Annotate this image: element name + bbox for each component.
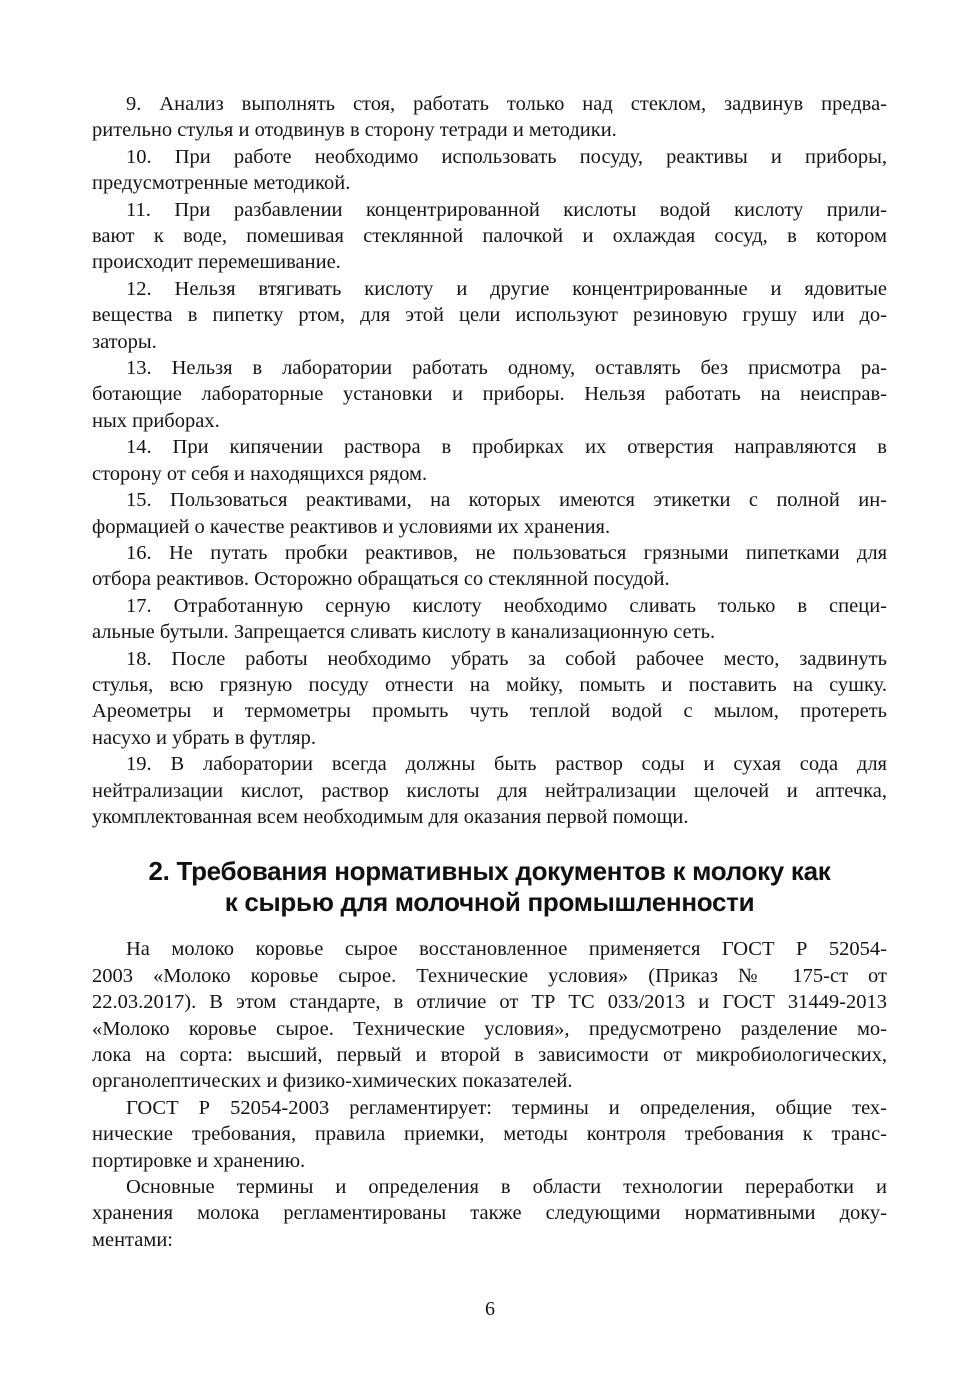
text-line: Ареометры и термометры промыть чуть теплой водой с мылом, протереть [92,700,887,723]
text-line: стулья, всю грязную посуду отнести на мойку, помыть и поставить на сушку. [92,673,887,696]
section-heading-line-2: к сырью для молочной промышленности [224,887,755,918]
text-line: происходит перемешивание. [92,251,341,274]
text-line: 15. Пользоваться реактивами, на которых имеются этикетки с полной ин- [126,489,887,512]
text-line: ментами: [92,1228,173,1251]
paragraph [92,593,887,646]
text-line: ботающие лабораторные установки и приборы. Нельзя работать на неисправ- [92,383,887,406]
text-line: Основные термины и определения в области технологии переработки и [126,1176,887,1199]
safety-rules-section [92,91,887,830]
paragraph [92,197,887,276]
paragraph [92,1095,887,1174]
text-line: органолептических и физико-химических показателей. [92,1070,573,1093]
text-line: 11. При разбавлении концентрированной кислоты водой кислоту прили- [126,198,887,221]
text-line: ных приборах. [92,409,220,432]
text-line: 13. Нельзя в лаборатории работать одному, оставлять без присмотра ра- [126,357,887,380]
paragraph [92,540,887,593]
standards-section [92,936,887,1253]
text-line: портировке и хранению. [92,1149,306,1172]
paragraph [92,936,887,1094]
text-line: насухо и убрать в футляр. [92,726,317,749]
section-heading [92,856,887,918]
text-line: сторону от себя и находящихся рядом. [92,462,428,485]
text-line: заторы. [92,330,157,353]
paragraph [92,276,887,355]
text-line: 19. В лаборатории всегда должны быть раствор соды и сухая сода для [126,753,887,776]
page-number: 6 [485,1298,495,1320]
text-line: рительно стулья и отодвинув в сторону тетради и методики. [92,119,617,142]
text-line: отбора реактивов. Осторожно обращаться со стеклянной посудой. [92,568,670,591]
paragraph [92,751,887,830]
text-line: 17. Отработанную серную кислоту необходимо сливать только в специ- [126,594,887,617]
text-line: 22.03.2017). В этом стандарте, в отличие от ТР ТС 033/2013 и ГОСТ 31449-2013 [92,991,887,1014]
paragraph [92,1174,887,1253]
text-line: ГОСТ Р 52054-2003 регламентирует: термины и определения, общие тех- [126,1096,887,1119]
paragraph [92,434,887,487]
paragraph [92,487,887,540]
text-line: 10. При работе необходимо использовать посуду, реактивы и приборы, [126,145,887,168]
text-line: формацией о качестве реактивов и условиями их хранения. [92,515,611,538]
text-line: вают к воде, помешивая стеклянной палочкой и охлаждая сосуд, в котором [92,225,887,248]
text-line: хранения молока регламентированы также следующими нормативными доку- [92,1202,887,1225]
text-line: предусмотренные методикой. [92,172,351,195]
page-content [92,91,887,1253]
paragraph [92,144,887,197]
text-line: 2003 «Молоко коровье сырое. Технические условия» (Приказ № 175-ст от [92,964,887,987]
text-line: альные бутыли. Запрещается сливать кислоту в канализационную сеть. [92,621,716,644]
paragraph [92,646,887,752]
text-line: «Молоко коровье сырое. Технические условия», предусмотрено разделение мо- [92,1017,887,1040]
text-line: На молоко коровье сырое восстановленное применяется ГОСТ Р 52054- [126,938,887,961]
text-line: 16. Не путать пробки реактивов, не пользоваться грязными пипетками для [126,541,887,564]
text-line: 14. При кипячении раствора в пробирках их отверстия направляются в [126,436,887,459]
text-line: лока на сорта: высший, первый и второй в зависимости от микробиологических, [92,1044,887,1066]
text-line: укомплектованная всем необходимым для оказания первой помощи. [92,805,689,828]
text-line: нические требования, правила приемки, методы контроля требования к транс- [92,1123,887,1146]
text-line: нейтрализации кислот, раствор кислоты для нейтрализации щелочей и аптечка, [92,779,887,802]
section-heading-line-1: 2. Требования нормативных документов к молоку как [148,856,831,887]
text-line: 12. Нельзя втягивать кислоту и другие концентрированные и ядовитые [126,277,887,300]
paragraph [92,91,887,144]
text-line: 9. Анализ выполнять стоя, работать только над стеклом, задвинув предва- [126,93,887,115]
text-line: 18. После работы необходимо убрать за собой рабочее место, задвинуть [126,647,887,670]
paragraph [92,355,887,434]
text-line: вещества в пипетку ртом, для этой цели используют резиновую грушу или до- [92,304,887,327]
